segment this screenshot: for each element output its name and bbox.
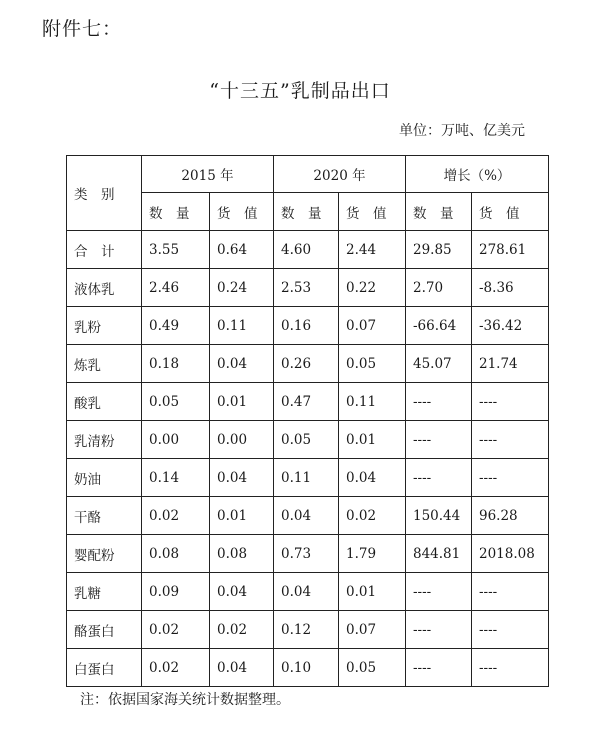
table-cell: ---- [406,383,472,421]
table-cell: 0.09 [142,573,210,611]
growth-header: 增长（%） [406,156,549,193]
table-cell: 0.26 [274,345,339,383]
table-row [67,649,549,687]
table-cell: 0.02 [142,611,210,649]
table-cell: 0.47 [274,383,339,421]
row-category: 乳清粉 [67,421,142,459]
table-cell: 0.05 [274,421,339,459]
table-row [67,345,549,383]
row-category: 炼乳 [67,345,142,383]
table-cell: 0.04 [210,649,274,687]
table-cell: 2.46 [142,269,210,307]
row-category: 婴配粉 [67,535,142,573]
table-row [67,383,549,421]
row-category: 液体乳 [67,269,142,307]
table-cell: 1.79 [339,535,406,573]
table-cell: 2018.08 [472,535,549,573]
header-row-years [67,156,549,193]
table-cell: -66.64 [406,307,472,345]
sub-header: 数 量 [142,193,210,231]
table-cell: 0.07 [339,611,406,649]
table-cell: 2.70 [406,269,472,307]
category-header: 类 别 [67,156,142,231]
row-category: 乳糖 [67,573,142,611]
table-cell: ---- [406,459,472,497]
table-cell: ---- [472,459,549,497]
footnote: 注：依据国家海关统计数据整理。 [80,692,290,708]
table-cell: 21.74 [472,345,549,383]
table-cell: 0.04 [210,573,274,611]
table-cell: ---- [406,421,472,459]
table-cell: 0.08 [142,535,210,573]
table-cell: 2.44 [339,231,406,269]
table-cell: ---- [406,573,472,611]
table-cell: 3.55 [142,231,210,269]
row-category: 白蛋白 [67,649,142,687]
table-cell: 0.02 [339,497,406,535]
table-row [67,421,549,459]
table-cell: 0.04 [210,345,274,383]
table-cell: 0.14 [142,459,210,497]
table-cell: 0.10 [274,649,339,687]
table-cell: 45.07 [406,345,472,383]
table-cell: 150.44 [406,497,472,535]
row-category: 干酪 [67,497,142,535]
table-cell: ---- [472,649,549,687]
year-header-2020: 2020 年 [274,156,406,193]
annex-label: 附件七： [42,18,123,40]
table-row [67,611,549,649]
table-cell: 0.05 [142,383,210,421]
table-cell: -36.42 [472,307,549,345]
table-cell: 0.18 [142,345,210,383]
table-cell: ---- [472,611,549,649]
table-cell: ---- [406,649,472,687]
table-cell: ---- [472,421,549,459]
sub-header: 货 值 [210,193,274,231]
table-cell: 0.24 [210,269,274,307]
table-cell: 0.04 [274,497,339,535]
table-row [67,497,549,535]
table-cell: 0.07 [339,307,406,345]
row-category: 酪蛋白 [67,611,142,649]
table-cell: 96.28 [472,497,549,535]
row-category: 酸乳 [67,383,142,421]
table-row [67,307,549,345]
table-cell: 0.02 [210,611,274,649]
table-cell: 0.64 [210,231,274,269]
table-cell: 4.60 [274,231,339,269]
table-cell: 0.11 [339,383,406,421]
row-category: 奶油 [67,459,142,497]
sub-header: 数 量 [406,193,472,231]
table-row [67,573,549,611]
table-cell: -8.36 [472,269,549,307]
table-cell: 278.61 [472,231,549,269]
table-row [67,535,549,573]
table-cell: 0.01 [210,383,274,421]
table-cell: 0.11 [274,459,339,497]
table-row [67,269,549,307]
table-cell: 844.81 [406,535,472,573]
table-cell: 0.05 [339,649,406,687]
table-cell: 0.01 [339,421,406,459]
sub-header: 货 值 [339,193,406,231]
table-cell: 0.12 [274,611,339,649]
table-cell: 0.02 [142,497,210,535]
table-cell: 0.11 [210,307,274,345]
table-cell: 0.05 [339,345,406,383]
row-category: 乳粉 [67,307,142,345]
table-cell: 0.16 [274,307,339,345]
table-cell: ---- [406,611,472,649]
table-cell: ---- [472,383,549,421]
row-category: 合 计 [67,231,142,269]
table-cell: 0.04 [210,459,274,497]
year-header-2015: 2015 年 [142,156,274,193]
table-cell: 0.22 [339,269,406,307]
table-cell: 0.00 [142,421,210,459]
table-cell: 0.02 [142,649,210,687]
table-cell: 0.49 [142,307,210,345]
sub-header: 货 值 [472,193,549,231]
table-cell: 0.01 [339,573,406,611]
table-cell: 0.73 [274,535,339,573]
table-cell: 0.08 [210,535,274,573]
table-cell: ---- [472,573,549,611]
table-cell: 0.01 [210,497,274,535]
table-cell: 0.00 [210,421,274,459]
table-row [67,231,549,269]
table-cell: 0.04 [339,459,406,497]
page-title: “十三五”乳制品出口 [209,80,391,102]
dairy-export-table [66,155,549,687]
unit-label: 单位：万吨、亿美元 [399,123,525,139]
sub-header: 数 量 [274,193,339,231]
table-cell: 2.53 [274,269,339,307]
table-row [67,459,549,497]
table-cell: 0.04 [274,573,339,611]
table-cell: 29.85 [406,231,472,269]
